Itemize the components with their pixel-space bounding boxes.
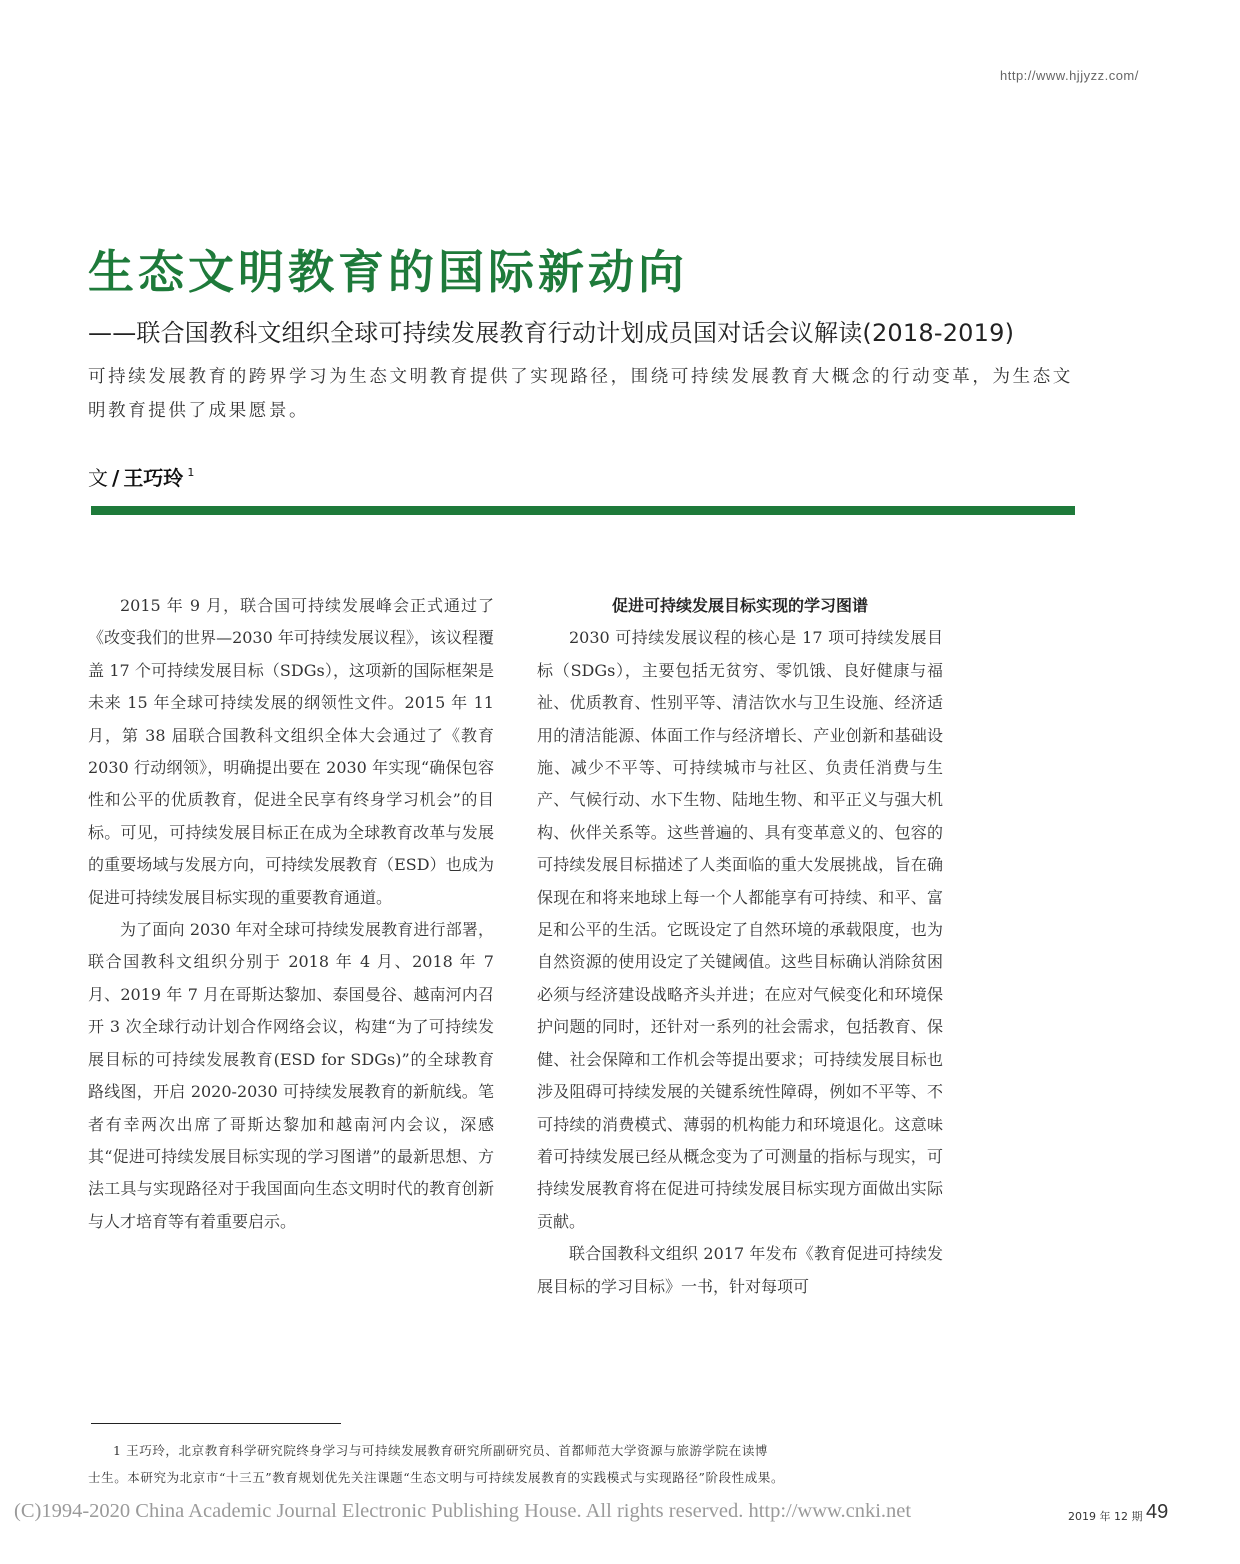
- left-column: [88, 590, 494, 1238]
- byline-slash: /: [112, 466, 120, 490]
- body-paragraph: 联合国教科文组织 2017 年发布《教育促进可持续发展目标的学习目标》一书，针对每项可: [537, 1244, 943, 1296]
- journal-url: http://www.hjjyzz.com/: [1000, 68, 1139, 83]
- page-number: 49: [1146, 1501, 1169, 1523]
- footnote-divider: [91, 1423, 341, 1424]
- byline-prefix: 文: [88, 466, 108, 490]
- title-divider: [91, 506, 1075, 515]
- author-footnote-mark: 1: [187, 466, 195, 479]
- section-heading: 促进可持续发展目标实现的学习图谱: [611, 596, 868, 615]
- article-subtitle: ——联合国教科文组织全球可持续发展教育行动计划成员国对话会议解读(2018-2019): [88, 319, 1015, 347]
- footnote-line: 士生。本研究为北京市“十三五”教育规划优先关注课题“生态文明与可持续发展教育的实践模式与实现路径”阶段性成果。: [88, 1470, 785, 1485]
- footnote: [88, 1437, 908, 1491]
- author-name: 王巧玲: [123, 466, 184, 490]
- article-title: 生态文明教育的国际新动向: [88, 245, 688, 299]
- footnote-line: 1 王巧玲，北京教育科学研究院终身学习与可持续发展教育研究所副研究员、首都师范大学资源与旅游学院在读博: [113, 1443, 769, 1458]
- body-paragraph: 2015 年 9 月，联合国可持续发展峰会正式通过了《改变我们的世界—2030 年可持续发展议程》，该议程覆盖 17 个可持续发展目标（SDGs），这项新的国际框架是未来 15 年全球可持续发展的纲领性文件。2015 年 11 月，第 38 届联合国教科文组织全体大会通过了《教育 2030 行动纲领》，明确提出要在 2030 年实现“确保包容性和公平的优质教育，促进全民享有终身学习机会”的目标。可见，可持续发展目标正在成为全球教育改革与发展的重要场域与发展方向，可持续发展教育（ESD）也成为促进可持续发展目标实现的重要教育通道。: [88, 596, 494, 907]
- copyright-notice: (C)1994-2020 China Academic Journal Electronic Publishing House. All rights reserved. http://www.cnki.net: [14, 1500, 912, 1522]
- issue-label: 2019 年 12 期: [1068, 1510, 1143, 1523]
- right-column: [537, 590, 943, 1303]
- byline: [88, 462, 194, 491]
- body-paragraph: 2030 可持续发展议程的核心是 17 项可持续发展目标（SDGs），主要包括无贫穷、零饥饿、良好健康与福祉、优质教育、性别平等、清洁饮水与卫生设施、经济适用的清洁能源、体面工作与经济增长、产业创新和基础设施、减少不平等、可持续城市与社区、负责任消费与生产、气候行动、水下生物、陆地生物、和平正义与强大机构、伙伴关系等。这些普遍的、具有变革意义的、包容的可持续发展目标描述了人类面临的重大发展挑战，旨在确保现在和将来地球上每一个人都能享有可持续、和平、富足和公平的生活。它既设定了自然环境的承载限度，也为自然资源的使用设定了关键阈值。这些目标确认消除贫困必须与经济建设战略齐头并进；在应对气候变化和环境保护问题的同时，还针对一系列的社会需求，包括教育、保健、社会保障和工作机会等提出要求；可持续发展目标也涉及阻碍可持续发展的关键系统性障碍，例如不平等、不可持续的消费模式、薄弱的机构能力和环境退化。这意味着可持续发展已经从概念变为了可测量的指标与现实，可持续发展教育将在促进可持续发展目标实现方面做出实际贡献。: [537, 628, 943, 1231]
- article-abstract: 可持续发展教育的跨界学习为生态文明教育提供了实现路径，围绕可持续发展教育大概念的行动变革，为生态文明教育提供了成果愿景。: [88, 367, 1073, 421]
- body-paragraph: 为了面向 2030 年对全球可持续发展教育进行部署，联合国教科文组织分别于 2018 年 4 月、2018 年 7 月、2019 年 7 月在哥斯达黎加、泰国曼谷、越南河内召开 3 次全球行动计划合作网络会议，构建“为了可持续发展目标的可持续发展教育(ESD for SDGs)”的全球教育路线图，开启 2020-2030 可持续发展教育的新航线。笔者有幸两次出席了哥斯达黎加和越南河内会议，深感其“促进可持续发展目标实现的学习图谱”的最新思想、方法工具与实现路径对于我国面向生态文明时代的教育创新与人才培育等有着重要启示。: [88, 920, 494, 1231]
